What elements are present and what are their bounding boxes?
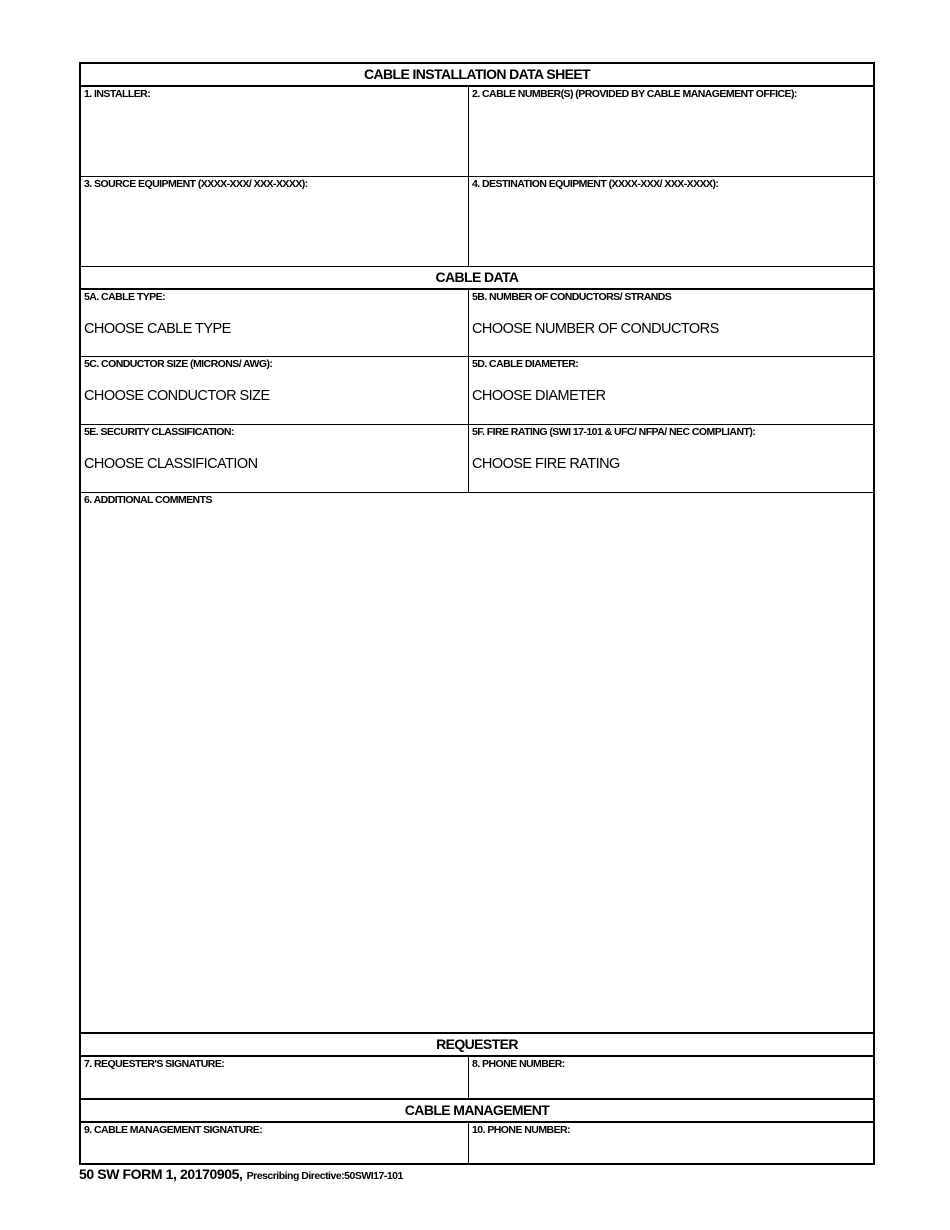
security-classification-dropdown[interactable]: CHOOSE CLASSIFICATION (84, 456, 258, 472)
requester-row (81, 1057, 873, 1100)
cable-diameter-field (469, 357, 873, 424)
conductor-size-diameter-row (81, 357, 873, 425)
cable-type-conductors-row (81, 290, 873, 357)
destination-equipment-label: 4. DESTINATION EQUIPMENT (XXXX-XXX/ XXX-XXXX): (472, 178, 719, 190)
num-conductors-field (469, 290, 873, 356)
classification-fire-rating-row (81, 425, 873, 493)
security-classification-field (81, 425, 469, 492)
conductor-size-label: 5C. CONDUCTOR SIZE (MICRONS/ AWG): (84, 358, 273, 370)
cable-numbers-input[interactable] (469, 103, 873, 176)
installer-input[interactable] (81, 103, 468, 176)
requester-signature-field[interactable] (81, 1057, 469, 1098)
cable-data-heading (81, 267, 873, 290)
cable-diameter-label: 5D. CABLE DIAMETER: (472, 358, 579, 370)
cable-management-phone-field[interactable] (469, 1123, 873, 1163)
source-equipment-input[interactable] (81, 193, 468, 266)
cable-installation-form (79, 62, 875, 1165)
form-title-text: CABLE INSTALLATION DATA SHEET (363, 66, 591, 82)
requester-phone-input[interactable] (469, 1073, 873, 1098)
requester-phone-label: 8. PHONE NUMBER: (472, 1058, 565, 1070)
cable-numbers-field[interactable] (469, 87, 873, 176)
cable-management-signature-input[interactable] (81, 1139, 468, 1163)
requester-phone-field[interactable] (469, 1057, 873, 1098)
prescribing-directive: Prescribing Directive:50SWI17-101 (246, 1170, 403, 1182)
cable-management-signature-label: 9. CABLE MANAGEMENT SIGNATURE: (84, 1124, 263, 1136)
installer-field[interactable] (81, 87, 469, 176)
destination-equipment-field[interactable] (469, 177, 873, 266)
cable-management-phone-input[interactable] (469, 1139, 873, 1163)
num-conductors-dropdown[interactable]: CHOOSE NUMBER OF CONDUCTORS (472, 321, 719, 337)
cable-management-heading-text: CABLE MANAGEMENT (404, 1102, 550, 1118)
equipment-row (81, 177, 873, 267)
cable-type-label: 5A. CABLE TYPE: (84, 291, 166, 303)
additional-comments-input[interactable] (81, 509, 873, 1032)
destination-equipment-input[interactable] (469, 193, 873, 266)
form-footer (79, 1166, 403, 1184)
installer-cable-number-row (81, 87, 873, 177)
security-classification-label: 5E. SECURITY CLASSIFICATION: (84, 426, 234, 438)
cable-type-field (81, 290, 469, 356)
form-title (81, 64, 873, 87)
fire-rating-dropdown[interactable]: CHOOSE FIRE RATING (472, 456, 620, 472)
cable-management-phone-label: 10. PHONE NUMBER: (472, 1124, 570, 1136)
additional-comments-field[interactable] (81, 493, 873, 1032)
cable-numbers-label: 2. CABLE NUMBER(S) (PROVIDED BY CABLE MANAGEMENT OFFICE): (472, 88, 797, 100)
fire-rating-field (469, 425, 873, 492)
cable-data-heading-text: CABLE DATA (435, 269, 519, 285)
source-equipment-label: 3. SOURCE EQUIPMENT (XXXX-XXX/ XXX-XXXX): (84, 178, 308, 190)
additional-comments-row (81, 493, 873, 1034)
installer-label: 1. INSTALLER: (84, 88, 151, 100)
conductor-size-field (81, 357, 469, 424)
source-equipment-field[interactable] (81, 177, 469, 266)
requester-heading-text: REQUESTER (436, 1036, 518, 1052)
requester-signature-label: 7. REQUESTER'S SIGNATURE: (84, 1058, 225, 1070)
fire-rating-label: 5F. FIRE RATING (SWI 17-101 & UFC/ NFPA/ NEC COMPLIANT): (472, 426, 756, 438)
cable-management-row (81, 1123, 873, 1163)
requester-heading (81, 1034, 873, 1057)
additional-comments-label: 6. ADDITIONAL COMMENTS (84, 494, 212, 506)
cable-type-dropdown[interactable]: CHOOSE CABLE TYPE (84, 321, 231, 337)
conductor-size-dropdown[interactable]: CHOOSE CONDUCTOR SIZE (84, 388, 270, 404)
num-conductors-label: 5B. NUMBER OF CONDUCTORS/ STRANDS (472, 291, 672, 303)
requester-signature-input[interactable] (81, 1073, 468, 1098)
cable-management-signature-field[interactable] (81, 1123, 469, 1163)
form-id: 50 SW FORM 1, 20170905, (79, 1166, 243, 1182)
cable-management-heading (81, 1100, 873, 1123)
cable-diameter-dropdown[interactable]: CHOOSE DIAMETER (472, 388, 606, 404)
